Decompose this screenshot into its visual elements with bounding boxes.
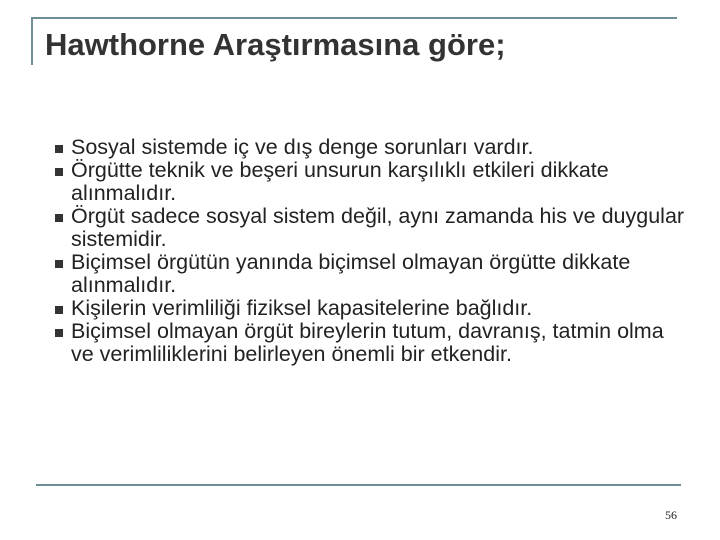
bullet-text: Sosyal sistemde iç ve dış denge sorunları vardır. bbox=[71, 135, 534, 159]
bullet-item bbox=[55, 205, 685, 251]
slide-title: Hawthorne Araştırmasına göre; bbox=[45, 27, 506, 62]
bullet-item bbox=[55, 320, 685, 366]
square-bullet-icon bbox=[55, 168, 63, 176]
bullet-list bbox=[55, 136, 685, 366]
bullet-item bbox=[55, 251, 685, 297]
square-bullet-icon bbox=[55, 145, 63, 153]
slide-frame-bottom-rule bbox=[36, 484, 681, 486]
bullet-item bbox=[55, 136, 685, 159]
bullet-text: Örgütte teknik ve beşeri unsurun karşılıklı etkileri dikkate alınmalıdır. bbox=[71, 158, 609, 205]
bullet-text: Örgüt sadece sosyal sistem değil, aynı zamanda his ve duygular sistemidir. bbox=[71, 204, 685, 251]
bullet-text: Biçimsel olmayan örgüt bireylerin tutum, davranış, tatmin olma ve verimliliklerini belirleyen önemli bir etkendir. bbox=[71, 319, 664, 366]
slide-frame-left-rule bbox=[31, 17, 33, 65]
bullet-item bbox=[55, 159, 685, 205]
bullet-item bbox=[55, 297, 685, 320]
slide-frame-top-rule bbox=[31, 17, 677, 19]
page-number: 56 bbox=[665, 508, 677, 522]
square-bullet-icon bbox=[55, 260, 63, 268]
square-bullet-icon bbox=[55, 329, 63, 337]
bullet-text: Biçimsel örgütün yanında biçimsel olmayan örgütte dikkate alınmalıdır. bbox=[71, 250, 631, 297]
square-bullet-icon bbox=[55, 214, 63, 222]
bullet-text: Kişilerin verimliliği fiziksel kapasitelerine bağlıdır. bbox=[71, 296, 533, 320]
square-bullet-icon bbox=[55, 306, 63, 314]
